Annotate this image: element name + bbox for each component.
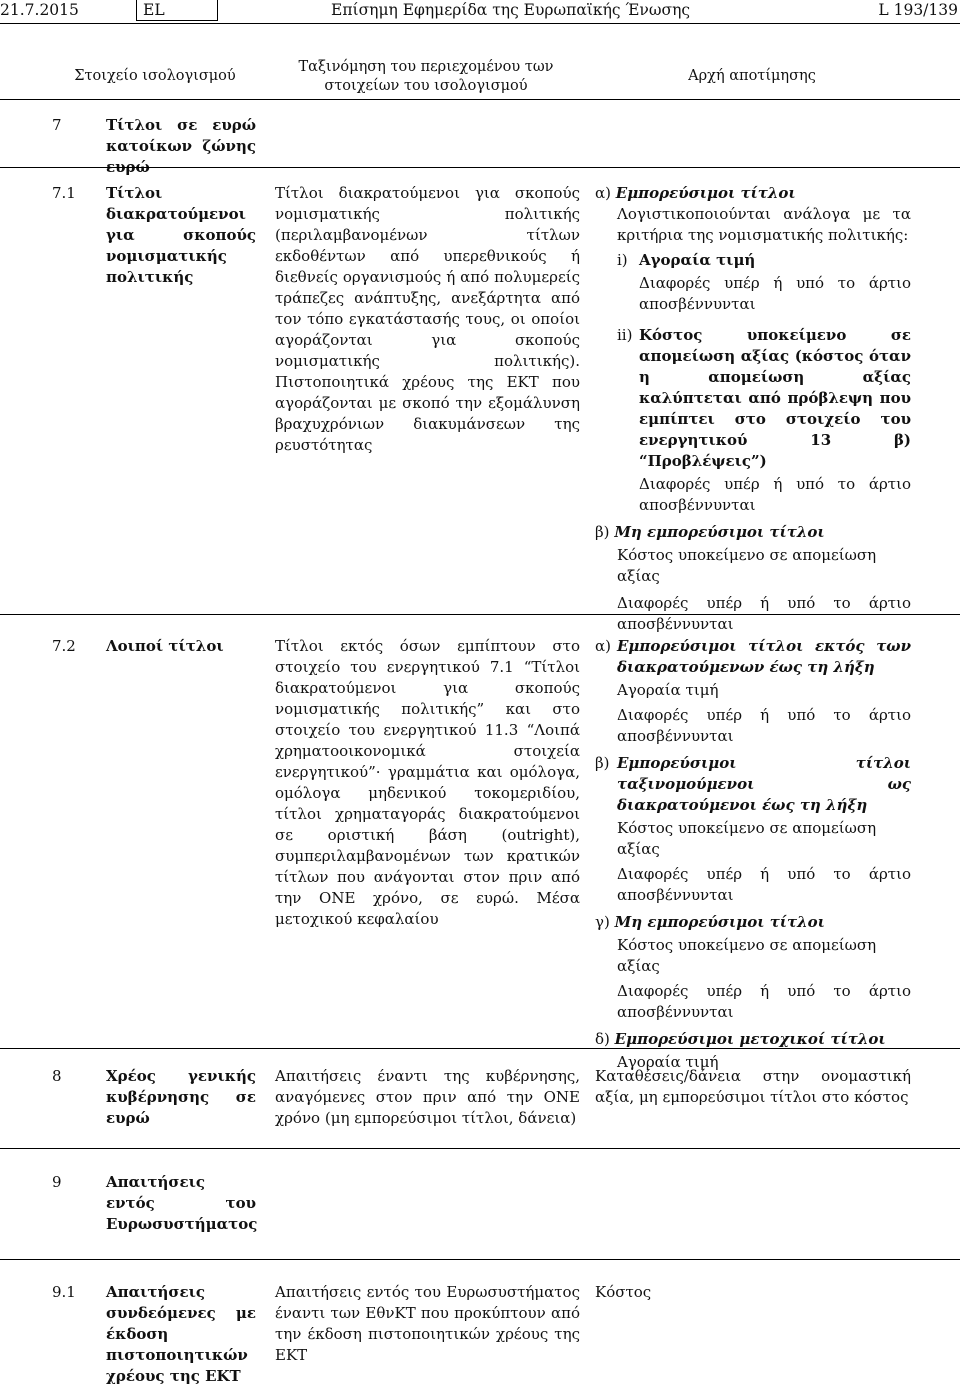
point-b-text1: Κόστος υποκείμενο σε απομείωση αξίας: [617, 819, 877, 858]
row-7-2-number: 7.2: [52, 637, 76, 655]
row-7-title: Τίτλοι σε ευρώ κατοίκων ζώνης ευρώ: [106, 116, 256, 176]
row-8-title: Χρέος γενικής κυβέρνησης σε ευρώ: [106, 1067, 256, 1127]
point-b: β) Μη εμπορεύσιμοι τίτλοι: [595, 523, 825, 541]
row-9-title: Απαιτήσεις εντός του Ευρωσυστήματος: [106, 1173, 258, 1233]
point-g-text1: Κόστος υποκείμενο σε απομείωση αξίας: [617, 936, 877, 975]
header-rule: [0, 23, 960, 24]
journal-title: Επίσημη Εφημερίδα της Ευρωπαϊκής Ένωσης: [331, 1, 691, 19]
row-9-number: 9: [52, 1173, 62, 1191]
point-a-text2: Διαφορές υπέρ ή υπό το άρτιο αποσβέννυνται: [617, 706, 911, 745]
point-g-text2: Διαφορές υπέρ ή υπό το άρτιο αποσβέννυνται: [617, 982, 911, 1021]
row-7-2-title: Λοιποί τίτλοι: [106, 637, 224, 655]
row-7-1-title: Τίτλοι διακρατούμενοι για σκοπούς νομισματικής πολιτικής: [106, 184, 256, 286]
point-a: α) Εμπορεύσιμοι τίτλοι: [595, 184, 796, 202]
point-a-i: i) Αγοραία τιμή: [617, 251, 756, 269]
point-d: δ) Εμπορεύσιμοι μετοχικοί τίτλοι: [595, 1030, 886, 1048]
point-b-text2: Διαφορές υπέρ ή υπό το άρτιο αποσβέννυνται: [617, 865, 911, 904]
publication-date: 21.7.2015: [0, 1, 79, 19]
row-9-1-number: 9.1: [52, 1283, 76, 1301]
row-rule: [0, 1148, 960, 1149]
point-b-text1: Κόστος υποκείμενο σε απομείωση αξίας: [617, 546, 877, 585]
row-rule: [0, 167, 960, 168]
row-rule: [0, 1048, 960, 1049]
point-b: β) Εμπορεύσιμοι τίτλοι ταξινομούμενοι ως διακρατούμενοι έως τη λήξη: [595, 754, 911, 814]
row-8-number: 8: [52, 1067, 62, 1085]
point-a-ii-text: Διαφορές υπέρ ή υπό το άρτιο αποσβέννυνται: [639, 475, 911, 514]
point-d-text1: Αγοραία τιμή: [617, 1053, 719, 1071]
point-a-text: Λογιστικοποιούνται ανάλογα με τα κριτήρια της νομισματικής πολιτικής:: [617, 205, 911, 244]
point-a-text1: Αγοραία τιμή: [617, 681, 719, 699]
row-9-1-title: Απαιτήσεις συνδεόμενες με έκδοση πιστοποιητικών χρέους της ΕΚΤ: [106, 1283, 256, 1385]
page-number: L 193/139: [878, 1, 958, 19]
row-rule: [0, 1259, 960, 1260]
row-9-1-description: Απαιτήσεις εντός του Ευρωσυστήματος έναντι των ΕθνΚΤ που προκύπτουν από την έκδοση πιστοποιητικών χρέους της ΕΚΤ: [275, 1283, 580, 1364]
point-a-ii: ii) Κόστος υποκείμενο σε απομείωση αξίας (κόστος όταν η απομείωση αξίας καλύπτεται από πρόβλεψη που εμπίπτει στο στοιχείο του ενεργητικού 13 β) “Προβλέψεις”): [617, 326, 911, 470]
point-a: α) Εμπορεύσιμοι τίτλοι εκτός των διακρατούμενων έως τη λήξη: [595, 637, 911, 676]
point-b-text2: Διαφορές υπέρ ή υπό το άρτιο αποσβέννυνται: [617, 594, 911, 633]
column-header-classification: Ταξινόμηση του περιεχομένου των στοιχείων του ισολογισμού: [298, 59, 554, 94]
column-header-valuation: Αρχή αποτίμησης: [688, 68, 816, 84]
row-7-2-description: Τίτλοι εκτός όσων εμπίπτουν στο στοιχείο του ενεργητικού 7.1 “Τίτλοι διακρατούμενοι για σκοπούς νομισματικής πολιτικής” και στο στοιχείο του ενεργητικού 11.3 “Λοιπά χρηματοοικονομικά στοιχεία ενεργητικού”· γραμμάτια και ομόλογα, ομόλογα μηδενικού τοκομεριδίου, τίτλοι χρηματαγοράς διακρατούμενοι σε οριστική βάση (outright), συμπεριλαμβανομένων των κρατικών τίτλων που ανάγονται στον πριν από την ΟΝΕ χρόνο, σε ευρώ. Μέσα μετοχικού κεφαλαίου: [275, 637, 580, 928]
row-7-1-description: Τίτλοι διακρατούμενοι για σκοπούς νομισματικής πολιτικής (περιλαμβανομένων τίτλων εκδοθέντων από υπερεθνικούς ή διεθνείς οργανισμούς ή από πολυμερείς τράπεζες ανάπτυξης, ανεξάρτητα από τον τόπο εγκατάστασής τους, οι οποίοι αγοράζονται για σκοπούς νομισματικής πολιτικής). Πιστοποιητικά χρέους της ΕΚΤ που αγοράζονται με σκοπό την εξομάλυνση βραχυχρόνιων διακυμάνσεων της ρευστότητας: [275, 184, 580, 454]
row-7-1-valuation: [595, 183, 911, 635]
point-a-i-text: Διαφορές υπέρ ή υπό το άρτιο αποσβέννυνται: [639, 274, 911, 313]
row-8-description: Απαιτήσεις έναντι της κυβέρνησης, αναγόμενες στον πριν από την ΟΝΕ χρόνο (μη εμπορεύσιμοι τίτλοι, δάνεια): [275, 1067, 580, 1127]
row-rule: [0, 614, 960, 615]
row-7-1-number: 7.1: [52, 184, 76, 202]
row-9-1-valuation: Κόστος: [595, 1283, 652, 1301]
row-8-valuation: Καταθέσεις/δάνεια στην ονομαστική αξία, μη εμπορεύσιμοι τίτλοι στο κόστος: [595, 1067, 911, 1106]
point-g: γ) Μη εμπορεύσιμοι τίτλοι: [595, 913, 825, 931]
row-7-number: 7: [52, 116, 62, 134]
running-header: [0, 0, 960, 24]
column-header-rule: [0, 99, 960, 100]
row-7-2-valuation: [595, 636, 911, 1073]
language-code: EL: [136, 0, 218, 21]
column-header-item: Στοιχείο ισολογισμού: [74, 68, 236, 84]
